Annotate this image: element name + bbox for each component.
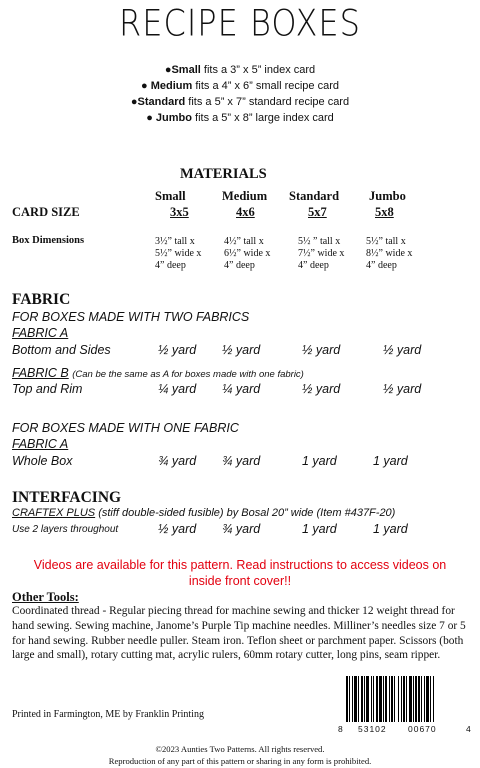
size-item-medium: ● Medium fits a 4” x 6” small recipe card	[141, 80, 339, 92]
other-tools-heading: Other Tools:	[12, 590, 79, 604]
fabric-b-label: FABRIC B	[12, 366, 69, 380]
fabric-b-row	[12, 366, 304, 380]
size-desc: fits a 5” x 7” standard recipe card	[188, 96, 350, 108]
interfacing-product-row	[12, 507, 395, 519]
bottom-sides-jumbo: ½ yard	[383, 343, 422, 357]
size-desc: fits a 4” x 6” small recipe card	[195, 80, 339, 92]
barcode-digits-left: 53102	[358, 724, 387, 734]
barcode	[338, 676, 474, 738]
dimension-line: 4” deep	[298, 260, 329, 271]
top-rim-small: ¼ yard	[158, 382, 197, 396]
dimension-line: 4” deep	[224, 260, 255, 271]
size-name: Medium	[150, 80, 193, 92]
whole-box-label: Whole Box	[12, 454, 73, 468]
size-name: Standard	[137, 96, 186, 108]
dimension-line: 6½” wide x	[224, 248, 271, 259]
card-size-medium: 4x6	[236, 205, 255, 219]
column-header-jumbo: Jumbo	[369, 189, 406, 203]
box-dimensions-label: Box Dimensions	[12, 235, 85, 246]
barcode-digit-left: 8	[338, 724, 343, 734]
size-item-jumbo: ● Jumbo fits a 5” x 8” large index card	[146, 112, 334, 124]
box-dimensions-standard	[298, 236, 344, 272]
size-item-standard: ●Standard fits a 5” x 7” standard recipe card	[130, 96, 350, 108]
dimension-line: 4½” tall x	[224, 236, 264, 247]
other-tools-text: Coordinated thread - Regular piecing thread for machine sewing and thicker 12 weight thread for hand sewing. Sewing machine, Janome’s Purple Tip machine needles. Milliner’s needles size 7 or 5 for hand sewing. Rubber needle puller. Steam iron. Teflon sheet or parchment paper. Scissors (both large and small), rotary cutting mat, acrylic rulers, 60mm rotary cutter, long pins, seam ripper.	[12, 605, 466, 662]
card-size-jumbo: 5x8	[375, 205, 394, 219]
materials-heading: MATERIALS	[180, 166, 267, 182]
one-fabric-label: FOR BOXES MADE WITH ONE FABRIC	[12, 421, 239, 435]
card-size-small: 3x5	[170, 205, 189, 219]
card-size-standard: 5x7	[308, 205, 327, 219]
fabric-heading: FABRIC	[12, 291, 71, 308]
copyright: ©2023 Aunties Two Patterns. All rights reserved.	[155, 744, 325, 754]
size-desc: fits a 3” x 5” index card	[203, 64, 316, 76]
dimension-line: 3½” tall x	[155, 236, 195, 247]
whole-box-standard: 1 yard	[302, 454, 337, 468]
top-rim-medium: ¼ yard	[222, 382, 261, 396]
interfacing-jumbo: 1 yard	[373, 522, 408, 536]
dimension-line: 4” deep	[366, 260, 397, 271]
bottom-sides-medium: ½ yard	[222, 343, 261, 357]
barcode-bars	[346, 676, 436, 722]
dimension-line: 7½” wide x	[298, 248, 345, 259]
card-size-label: CARD SIZE	[12, 205, 80, 219]
interfacing-standard: 1 yard	[302, 522, 337, 536]
size-name: Jumbo	[155, 112, 192, 124]
interfacing-medium: ¾ yard	[222, 522, 261, 536]
fabric-b-note: (Can be the same as A for boxes made with one fabric)	[72, 369, 304, 380]
size-desc: fits a 5” x 8” large index card	[195, 112, 334, 124]
bottom-sides-label: Bottom and Sides	[12, 343, 111, 357]
interfacing-product-desc: (stiff double-sided fusible) by Bosal 20” wide (Item #437F-20)	[98, 507, 396, 519]
fabric-a-one-label: FABRIC A	[12, 437, 69, 451]
dimension-line: 8½” wide x	[366, 248, 413, 259]
whole-box-jumbo: 1 yard	[373, 454, 408, 468]
top-rim-label: Top and Rim	[12, 382, 83, 396]
dimension-line: 5½ ” tall x	[298, 236, 341, 247]
interfacing-layers-label: Use 2 layers throughout	[12, 524, 119, 535]
bottom-sides-standard: ½ yard	[302, 343, 341, 357]
size-item-small: ●Small fits a 3” x 5” index card	[164, 64, 316, 76]
top-rim-jumbo: ½ yard	[383, 382, 422, 396]
size-name: Small	[171, 64, 201, 76]
fabric-a-label: FABRIC A	[12, 326, 69, 340]
whole-box-medium: ¾ yard	[222, 454, 261, 468]
column-header-small: Small	[155, 189, 186, 203]
box-dimensions-small	[155, 236, 201, 272]
interfacing-product: CRAFTEX PLUS	[12, 507, 96, 519]
barcode-digit-right: 4	[466, 724, 471, 734]
interfacing-heading: INTERFACING	[12, 489, 122, 506]
dimension-line: 5½” tall x	[366, 236, 406, 247]
page-title: RECIPE BOXES	[119, 1, 361, 45]
reproduction-notice: Reproduction of any part of this pattern or sharing in any form is prohibited.	[108, 756, 372, 766]
column-header-medium: Medium	[222, 189, 268, 203]
interfacing-small: ½ yard	[158, 522, 197, 536]
column-header-standard: Standard	[289, 189, 340, 203]
videos-notice: Videos are available for this pattern. Read instructions to access videos on inside front cover!!	[33, 558, 447, 588]
top-rim-standard: ½ yard	[302, 382, 341, 396]
two-fabrics-label: FOR BOXES MADE WITH TWO FABRICS	[12, 310, 250, 324]
dimension-line: 4” deep	[155, 260, 186, 271]
box-dimensions-jumbo	[366, 236, 412, 272]
whole-box-small: ¾ yard	[158, 454, 197, 468]
dimension-line: 5½” wide x	[155, 248, 202, 259]
printed-in: Printed in Farmington, ME by Franklin Printing	[12, 709, 204, 720]
box-dimensions-medium	[224, 236, 270, 272]
bottom-sides-small: ½ yard	[158, 343, 197, 357]
barcode-digits-right: 00670	[408, 724, 437, 734]
